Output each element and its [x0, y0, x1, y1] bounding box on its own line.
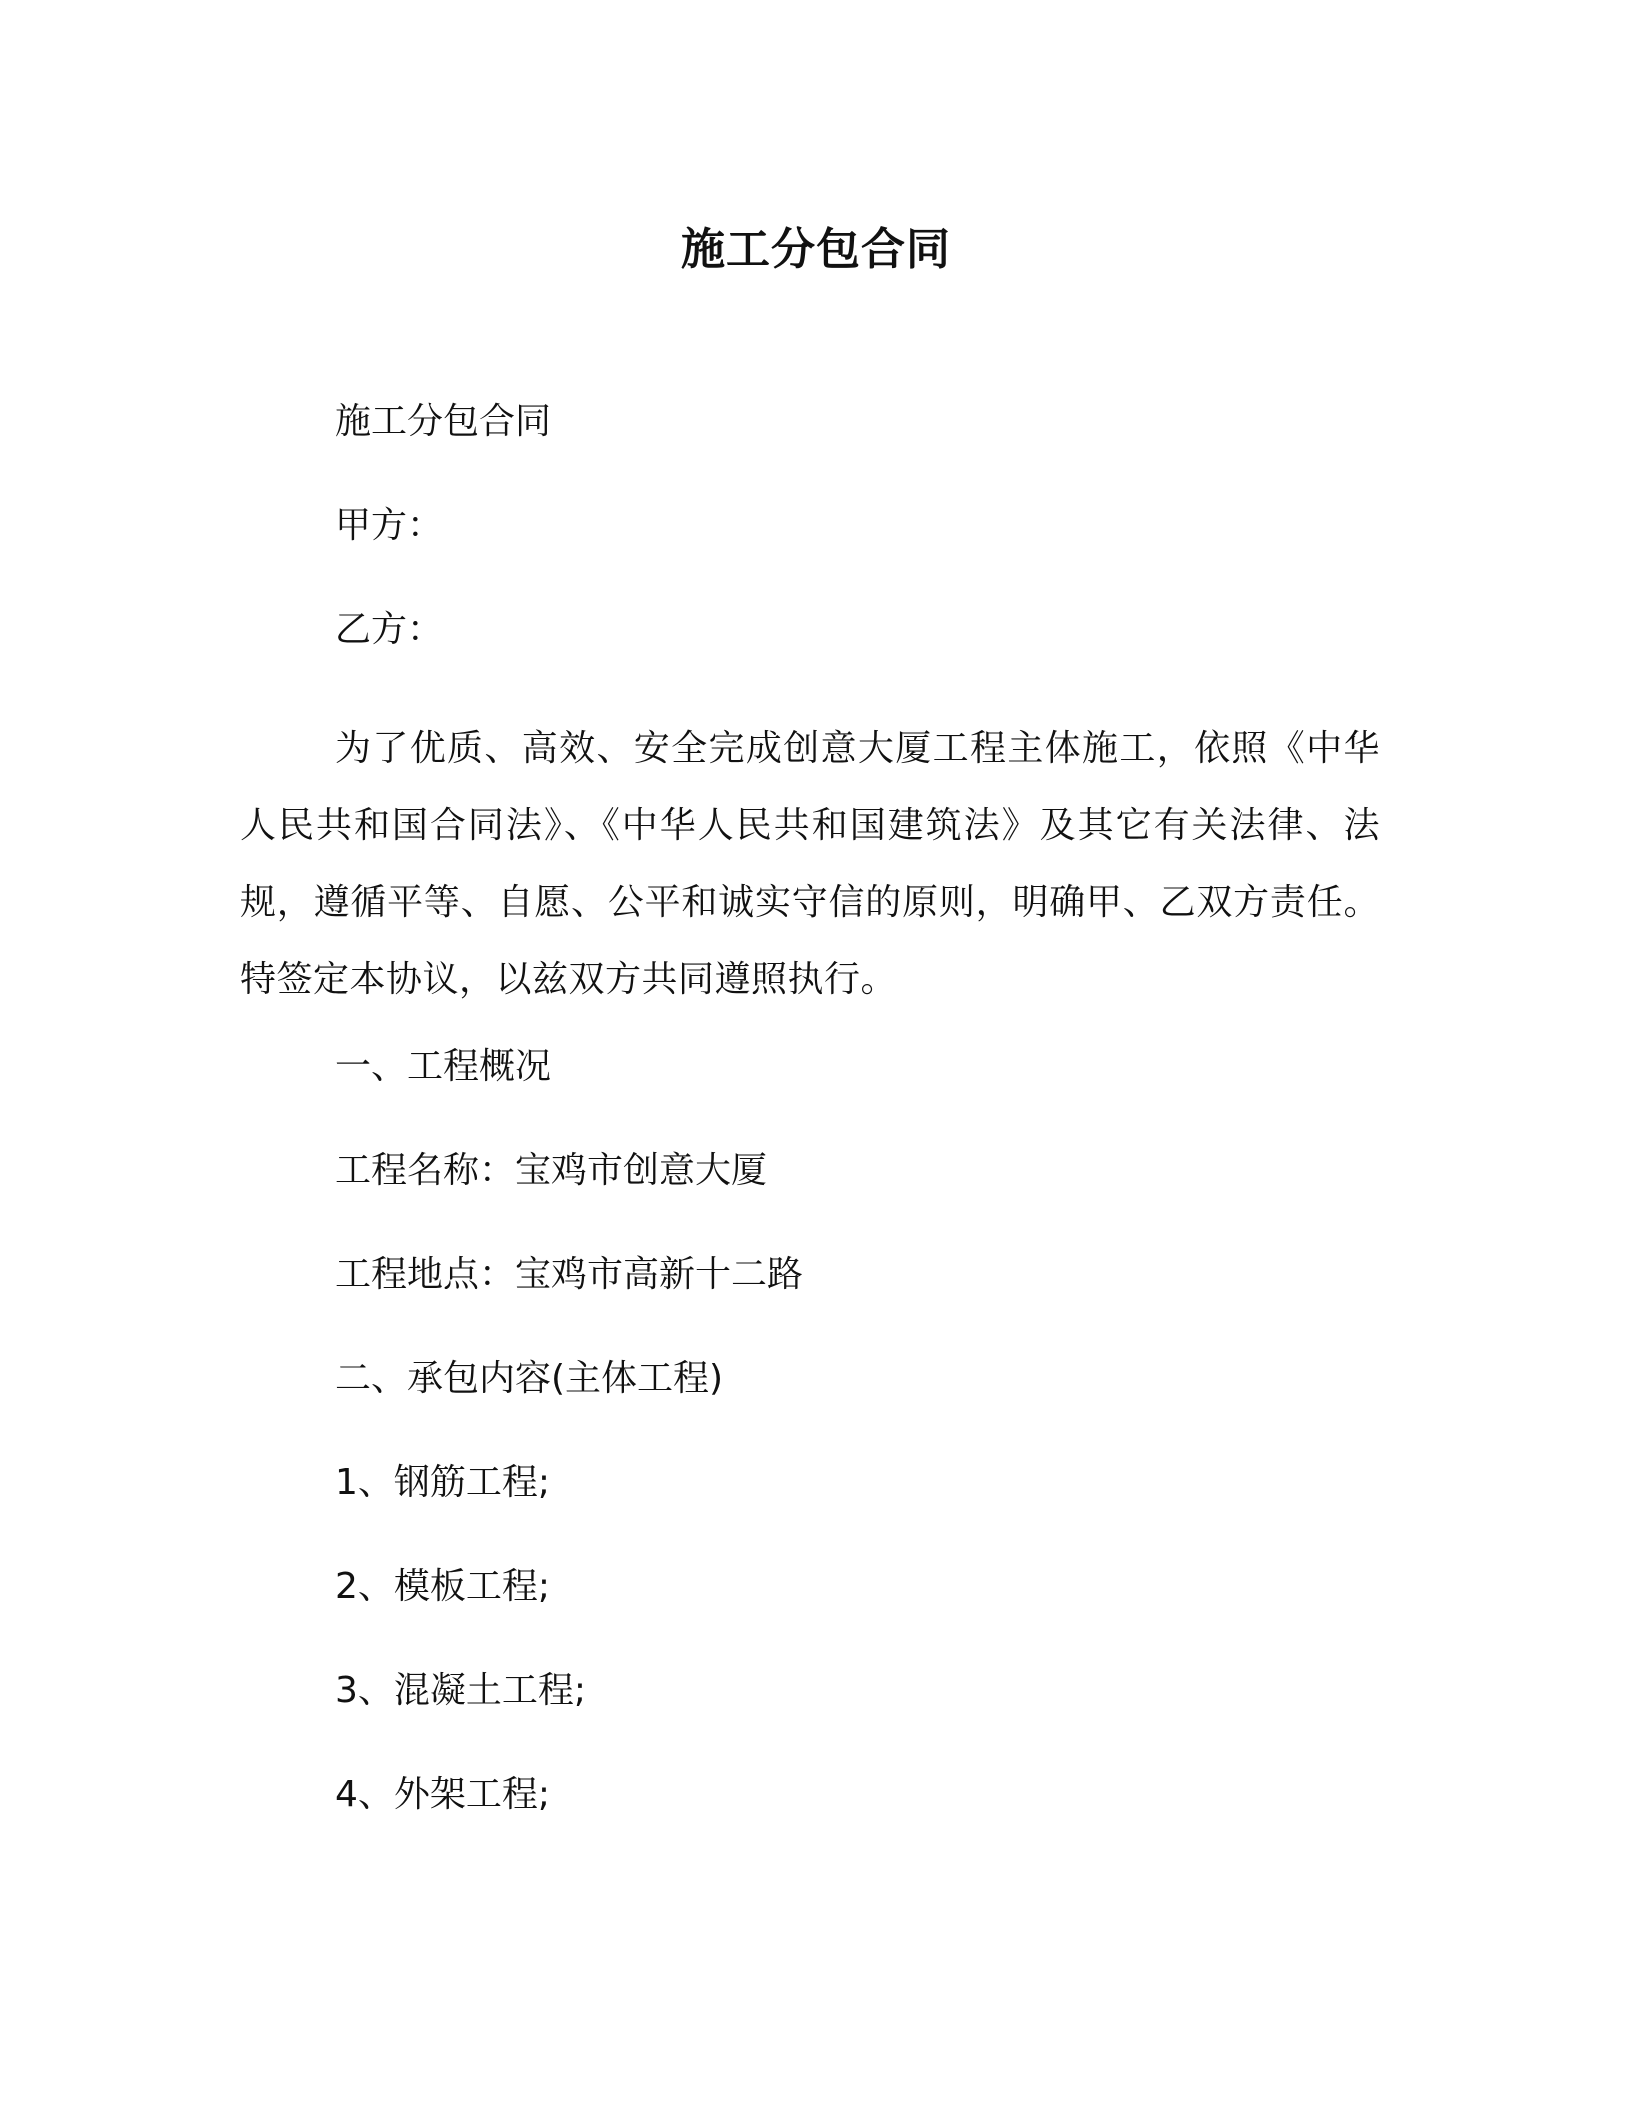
project-name: 工程名称：宝鸡市创意大厦: [335, 1150, 768, 1191]
contract-subtitle: 施工分包合同: [335, 401, 552, 442]
list-item-rebar: 1、钢筋工程;: [335, 1462, 551, 1503]
list-item-formwork: 2、模板工程;: [335, 1566, 551, 1607]
section-1-heading: 一、工程概况: [335, 1046, 552, 1087]
intro-paragraph: 为了优质、高效、安全完成创意大厦工程主体施工，依照《中华人民共和国合同法》、《中华人民共和国建筑法》及其它有关法律、法规，遵循平等、自愿、公平和诚实守信的原则，明确甲、乙双方责任。特签定本协议，以兹双方共同遵照执行。: [240, 728, 1380, 1000]
list-item-scaffolding: 4、外架工程;: [335, 1774, 551, 1815]
party-a-label: 甲方：: [335, 505, 444, 546]
party-b-label: 乙方：: [335, 609, 444, 650]
section-2-heading: 二、承包内容(主体工程): [335, 1358, 724, 1399]
list-item-concrete: 3、混凝土工程;: [335, 1670, 587, 1711]
project-location: 工程地点：宝鸡市高新十二路: [335, 1254, 804, 1295]
document-title: 施工分包合同: [681, 224, 951, 275]
